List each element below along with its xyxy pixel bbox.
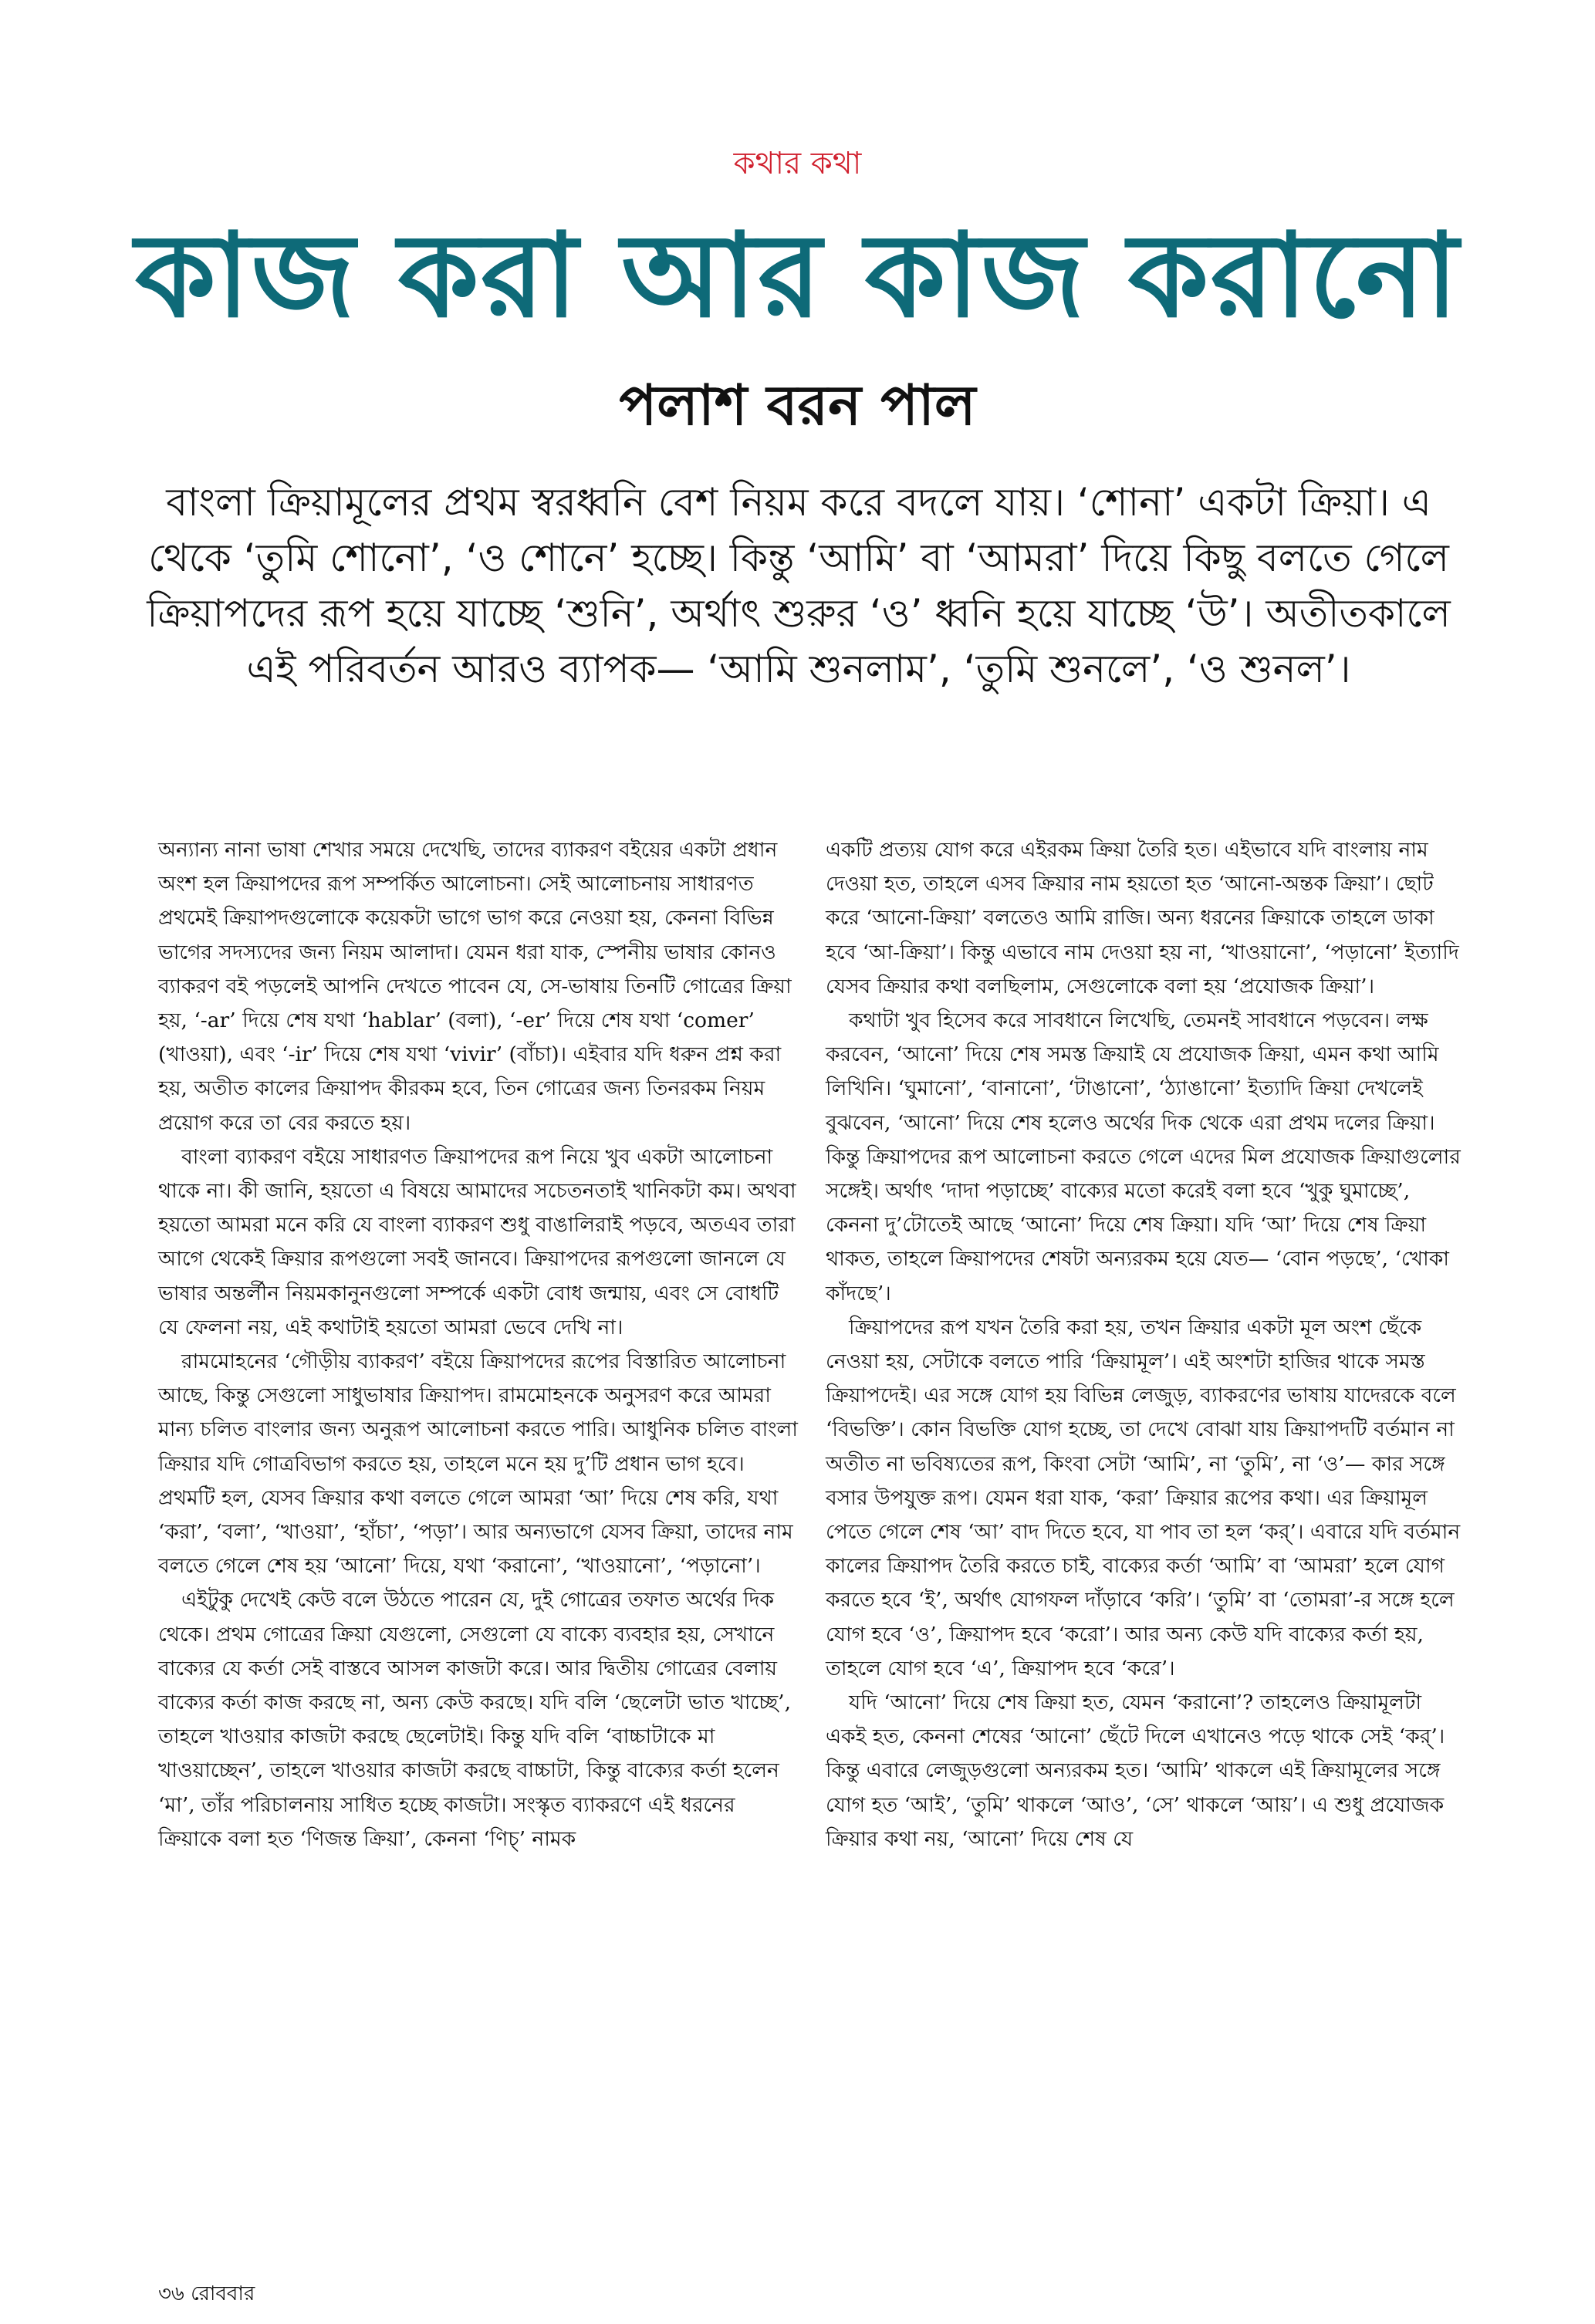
- right-paragraph: ক্রিয়াপদের রূপ যখন তৈরি করা হয়, তখন ক্রিয়ার একটা মূল অংশ ছেঁকে নেওয়া হয়, সেটাকে বলতে পারি ‘ক্রিয়ামূল’। এই অংশটা হাজির থাকে সমস্ত ক্রিয়াপদেই। এর সঙ্গে যোগ হয় বিভিন্ন লেজুড়, ব্যাকরণের ভাষায় যাদেরকে বলে ‘বিভক্তি’। কোন বিভক্তি যোগ হচ্ছে, তা দেখে বোঝা যায় ক্রিয়াপদটি বর্তমান না অতীত না ভবিষ্যতের রূপ, কিংবা সেটা ‘আমি’, না ‘তুমি’, না ‘ও’— কার সঙ্গে বসার উপযুক্ত রূপ। যেমন ধরা যাক, ‘করা’ ক্রিয়ার রূপের কথা। এর ক্রিয়ামূল পেতে গেলে শেষ ‘আ’ বাদ দিতে হবে, যা পাব তা হল ‘কর্’। এবারে যদি বর্তমান কালের ক্রিয়াপদ তৈরি করতে চাই, বাক্যের কর্তা ‘আমি’ বা ‘আমরা’ হলে যোগ করতে হবে ‘ই’, অর্থাৎ যোগফল দাঁড়াবে ‘করি’। ‘তুমি’ বা ‘তোমরা’-র সঙ্গে হলে যোগ হবে ‘ও’, ক্রিয়াপদ হবে ‘করো’। আর অন্য কেউ যদি বাক্যের কর্তা হয়, তাহলে যোগ হবে ‘এ’, ক্রিয়াপদ হবে ‘করে’।: [826, 1315, 1461, 1681]
- section-tag: কথার কথা: [733, 146, 862, 181]
- right-paragraph: কথাটা খুব হিসেব করে সাবধানে লিখেছি, তেমনই সাবধানে পড়বেন। লক্ষ করবেন, ‘আনো’ দিয়ে শেষ সমস্ত ক্রিয়াই যে প্রযোজক ক্রিয়া, এমন কথা আমি লিখিনি। ‘ঘুমানো’, ‘বানানো’, ‘টাঙানো’, ‘ঠ্যাঙানো’ ইত্যাদি ক্রিয়া দেখলেই বুঝবেন, ‘আনো’ দিয়ে শেষ হলেও অর্থের দিক থেকে এরা প্রথম দলের ক্রিয়া। কিন্তু ক্রিয়াপদের রূপ আলোচনা করতে গেলে এদের মিল প্রযোজক ক্রিয়াগুলোর সঙ্গেই। অর্থাৎ ‘দাদা পড়াচ্ছে’ বাক্যের মতো করেই বলা হবে ‘খুকু ঘুমাচ্ছে’, কেননা দু’টোতেই আছে ‘আনো’ দিয়ে শেষ ক্রিয়া। যদি ‘আ’ দিয়ে শেষ ক্রিয়া থাকত, তাহলে ক্রিয়াপদের শেষটা অন্যরকম হয়ে যেত— ‘বোন পড়ছে’, ‘খোকা কাঁদছে’।: [826, 1008, 1461, 1306]
- right-column: [826, 833, 1466, 1856]
- intro-text: বাংলা ক্রিয়ামূলের প্রথম স্বরধ্বনি বেশ নিয়ম করে বদলে যায়। ‘শোনা’ একটা ক্রিয়া। এ থেকে ‘তুমি শোনো’, ‘ও শোনে’ হচ্ছে। কিন্তু ‘আমি’ বা ‘আমরা’ দিয়ে কিছু বলতে গেলে ক্রিয়াপদের রূপ হয়ে যাচ্ছে ‘শুনি’, অর্থাৎ শুরুর ‘ও’ ধ্বনি হয়ে যাচ্ছে ‘উ’। অতীতকালে এই পরিবর্তন আরও ব্যাপক— ‘আমি শুনলাম’, ‘তুমি শুনলে’, ‘ও শুনল’।: [147, 480, 1451, 691]
- article-title: কাজ করা আর কাজ করানো: [135, 209, 1460, 343]
- right-paragraph: একটি প্রত্যয় যোগ করে এইরকম ক্রিয়া তৈরি হত। এইভাবে যদি বাংলায় নাম দেওয়া হত, তাহলে এসব ক্রিয়ার নাম হয়তো হত ‘আনো-অন্তক ক্রিয়া’। ছোট করে ‘আনো-ক্রিয়া’ বলতেও আমি রাজি। অন্য ধরনের ক্রিয়াকে তাহলে ডাকা হবে ‘আ-ক্রিয়া’। কিন্তু এভাবে নাম দেওয়া হয় না, ‘খাওয়ানো’, ‘পড়ানো’ ইত্যাদি যেসব ক্রিয়ার কথা বলছিলাম, সেগুলোকে বলা হয় ‘প্রযোজক ক্রিয়া’।: [826, 838, 1459, 998]
- left-paragraph: অন্যান্য নানা ভাষা শেখার সময়ে দেখেছি, তাদের ব্যাকরণ বইয়ের একটা প্রধান অংশ হল ক্রিয়াপদের রূপ সম্পর্কিত আলোচনা। সেই আলোচনায় সাধারণত প্রথমেই ক্রিয়াপদগুলোকে কয়েকটা ভাগে ভাগ করে নেওয়া হয়, কেননা বিভিন্ন ভাগের সদস্যদের জন্য নিয়ম আলাদা। যেমন ধরা যাক, স্পেনীয় ভাষার কোনও ব্যাকরণ বই পড়লেই আপনি দেখতে পাবেন যে, সে-ভাষায় তিনটি গোত্রের ক্রিয়া হয়, ‘-ar’ দিয়ে শেষ যথা ‘hablar’ (বলা), ‘-er’ দিয়ে শেষ যথা ‘comer’ (খাওয়া), এবং ‘-ir’ দিয়ে শেষ যথা ‘vivir’ (বাঁচা)। এইবার যদি ধরুন প্রশ্ন করা হয়, অতীত কালের ক্রিয়াপদ কীরকম হবে, তিন গোত্রের জন্য তিনরকম নিয়ম প্রয়োগ করে তা বের করতে হয়।: [158, 838, 792, 1135]
- left-paragraph: রামমোহনের ‘গৌড়ীয় ব্যাকরণ’ বইয়ে ক্রিয়াপদের রূপের বিস্তারিত আলোচনা আছে, কিন্তু সেগুলো সাধুভাষার ক্রিয়াপদ। রামমোহনকে অনুসরণ করে আমরা মান্য চলিত বাংলার জন্য অনুরূপ আলোচনা করতে পারি। আধুনিক চলিত বাংলা ক্রিয়ার যদি গোত্রবিভাগ করতে হয়, তাহলে মনে হয় দু’টি প্রধান ভাগ হবে। প্রথমটি হল, যেসব ক্রিয়ার কথা বলতে গেলে আমরা ‘আ’ দিয়ে শেষ করি, যথা ‘করা’, ‘বলা’, ‘খাওয়া’, ‘হাঁচা’, ‘পড়া’। আর অন্যভাগে যেসব ক্রিয়া, তাদের নাম বলতে গেলে শেষ হয় ‘আনো’ দিয়ে, যথা ‘করানো’, ‘খাওয়ানো’, ‘পড়ানো’।: [158, 1349, 798, 1579]
- right-paragraph: যদি ‘আনো’ দিয়ে শেষ ক্রিয়া হত, যেমন ‘করানো’? তাহলেও ক্রিয়ামূলটা একই হত, কেননা শেষের ‘আনো’ ছেঁটে দিলে এখানেও পড়ে থাকে সেই ‘কর্’। কিন্তু এবারে লেজুড়গুলো অন্যরকম হত। ‘আমি’ থাকলে এই ক্রিয়ামূলের সঙ্গে যোগ হত ‘আই’, ‘তুমি’ থাকলে ‘আও’, ‘সে’ থাকলে ‘আয়’। এ শুধু প্রযোজক ক্রিয়ার কথা নয়, ‘আনো’ দিয়ে শেষ যে: [826, 1691, 1445, 1851]
- left-column: [158, 833, 799, 1856]
- intro-blurb: [147, 475, 1451, 697]
- page-footer: ৩৬ রোববার: [158, 2282, 255, 2305]
- left-paragraph: এইটুকু দেখেই কেউ বলে উঠতে পারেন যে, দুই গোত্রের তফাত অর্থের দিক থেকে। প্রথম গোত্রের ক্রিয়া যেগুলো, সেগুলো যে বাক্যে ব্যবহার হয়, সেখানে বাক্যের যে কর্তা সেই বাস্তবে আসল কাজটা করে। আর দ্বিতীয় গোত্রের বেলায় বাক্যের কর্তা কাজ করছে না, অন্য কেউ করছে। যদি বলি ‘ছেলেটা ভাত খাচ্ছে’, তাহলে খাওয়ার কাজটা করছে ছেলেটাই। কিন্তু যদি বলি ‘বাচ্চাটাকে মা খাওয়াচ্ছেন’, তাহলে খাওয়ার কাজটা করছে বাচ্চাটা, কিন্তু বাক্যের কর্তা হলেন ‘মা’, তাঁর পরিচালনায় সাধিত হচ্ছে কাজটা। সংস্কৃত ব্যাকরণে এই ধরনের ক্রিয়াকে বলা হত ‘ণিজন্ত ক্রিয়া’, কেননা ‘ণিচ্’ নামক: [158, 1588, 792, 1851]
- author-name: পলাশ বরন পাল: [619, 373, 976, 437]
- left-paragraph: বাংলা ব্যাকরণ বইয়ে সাধারণত ক্রিয়াপদের রূপ নিয়ে খুব একটা আলোচনা থাকে না। কী জানি, হয়তো এ বিষয়ে আমাদের সচেতনতাই খানিকটা কম। অথবা হয়তো আমরা মনে করি যে বাংলা ব্যাকরণ শুধু বাঙালিরাই পড়বে, অতএব তারা আগে থেকেই ক্রিয়ার রূপগুলো সবই জানবে। ক্রিয়াপদের রূপগুলো জানলে যে ভাষার অন্তর্লীন নিয়মকানুনগুলো সম্পর্কে একটা বোধ জন্মায়, এবং সে বোধটি যে ফেলনা নয়, এই কথাটাই হয়তো আমরা ভেবে দেখি না।: [158, 1144, 796, 1339]
